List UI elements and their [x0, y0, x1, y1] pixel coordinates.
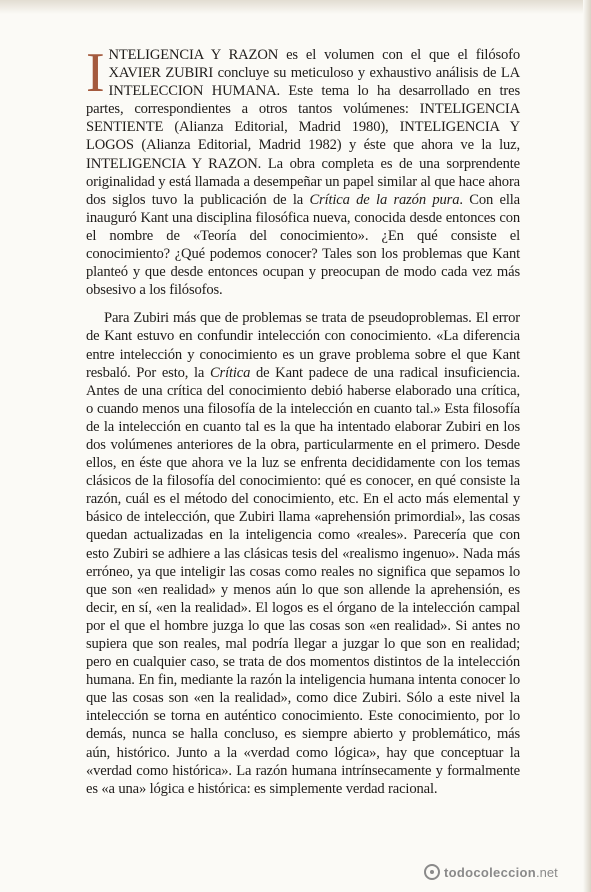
paragraph-1-italic-title: Crítica de la razón pura	[309, 191, 460, 208]
paragraph-2-text-b: de Kant padece de una radical insuficiencia. Antes de una crítica del conocimiento debió haberse elaborado una crítica, o cuando menos una filosofía de la intelección en cuanto tal.» Esta filosofía de la intelección en cuanto tal es la que ha intentado elaborar Zubiri en los dos volúmenes anteriores de la obra, particularmente en el primero. Desde ellos, en éste que ahora ve la luz se enfrenta decididamente con los temas clásicos de la filosofía del conocimiento: qué es conocer, en qué consiste la razón, cuál es el método del conocimiento, etc. En el acto más elemental y básico de intelección, que Zubiri llama «aprehensión primordial», las cosas quedan actualizadas en la inteligencia como «reales». Parecería que con esto Zubiri se adhiere a las clásicas tesis del «realismo ingenuo». Nada más erróneo, ya que inteligir las cosas como reales no significa que sepamos lo que son «en realidad» y menos aún lo que son allende la aprehensión, es decir, en sí, «en la realidad». El logos es el órgano de la intelección campal por el que el hombre juzga lo que las cosas son «en realidad». Si antes no supiera que son reales, mal podría llegar a juzgar lo que son en realidad; pero en cualquier caso, se trata de dos momentos distintos de la intelección humana. En fin, mediante la razón la inteligencia humana intenta conocer lo que las cosas son «en la realidad», como dice Zubiri. Sólo a este nivel la intelección se torna en auténtico conocimiento. Este conocimiento, por lo demás, nunca se halla concluso, es siempre abierto y problemático, más aún, histórico. Junto a la «verdad como lógica», hay que conceptuar la «verdad como histórica». La razón humana intrínsecamente y formalmente es «a una» lógica e histórica: es simplemente verdad racional.	[86, 364, 521, 797]
page-edge-top	[0, 0, 591, 14]
back-cover-text	[86, 42, 521, 798]
watermark-brand: todocoleccion	[444, 864, 537, 880]
paragraph-1-text-a: NTELIGENCIA Y RAZON es el volumen con el que el filósofo XAVIER ZUBIRI concluye su meticuloso y exhaustivo análisis de LA INTELECCION HUMANA. Este tema lo ha desarrollado en tres partes, correspondientes a otros tantos volúmenes: INTELIGENCIA SENTIENTE (Alianza Editorial, Madrid 1980), INTELIGENCIA Y LOGOS (Alianza Editorial, Madrid 1982) y éste que ahora ve la luz, INTELIGENCIA Y RAZON. La obra completa es de una sorprendente originalidad y está llamada a desempeñar un papel similar al que hace ahora dos siglos tuvo la publicación de la	[86, 47, 520, 208]
drop-cap: I	[86, 42, 105, 104]
watermark	[424, 864, 558, 880]
paragraph-2-text-a: Para Zubiri más que de problemas se trata de pseudoproblemas. El error de Kant estuvo en confundir intelección con conocimiento. «La diferencia entre intelección y conocimiento es un grave problema sobre el que Kant resbaló. Por esto, la	[86, 310, 520, 381]
paragraph-1	[86, 42, 520, 299]
watermark-logo-icon	[424, 864, 440, 880]
paragraph-2	[86, 309, 520, 798]
page-edge-right	[583, 0, 591, 892]
paragraph-2-italic-title: Crítica	[209, 364, 251, 381]
paragraph-1-text-b: . Con ella inauguró Kant una disciplina filosófica nueva, conocida desde entonces con el nombre de «Teoría del conocimiento». ¿En qué consiste el conocimiento? ¿Qué podemos conocer? Tales son los problemas que Kant planteó y que desde entonces ocupan y preocupan de modo cada vez más obsesivo a los filósofos.	[86, 191, 520, 299]
watermark-tld: .net	[536, 864, 558, 880]
